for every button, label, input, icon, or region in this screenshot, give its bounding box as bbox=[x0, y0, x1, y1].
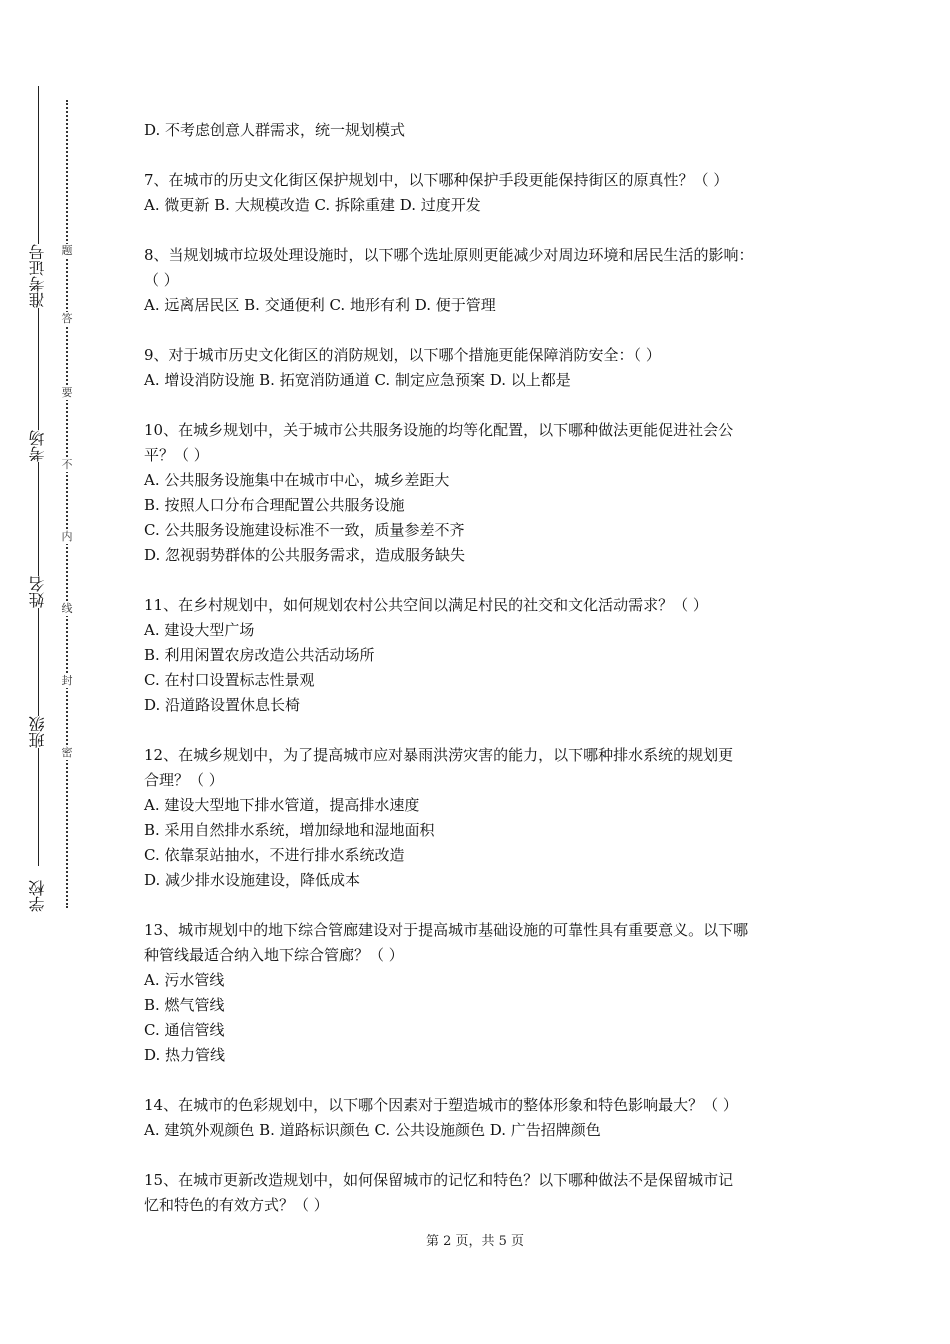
page-number: 第 2 页，共 5 页 bbox=[425, 1234, 525, 1249]
seal-char: 线 bbox=[58, 602, 76, 616]
binding-solid-line bbox=[38, 86, 39, 866]
option-a: A. 建设大型广场 bbox=[144, 621, 255, 639]
option-c: C. 依靠泵站抽水，不进行排水系统改造 bbox=[144, 846, 405, 864]
option-b: B. 利用闲置农房改造公共活动场所 bbox=[144, 646, 375, 664]
question-13 bbox=[144, 918, 820, 1068]
seal-char: 不 bbox=[58, 458, 76, 472]
question-stem: 9、对于城市历史文化街区的消防规划，以下哪个措施更能保障消防安全：（ ） bbox=[144, 346, 661, 364]
question-stem: 忆和特色的有效方式？（ ） bbox=[144, 1196, 329, 1214]
option-d: D. 忽视弱势群体的公共服务需求，造成服务缺失 bbox=[144, 546, 466, 564]
question-content bbox=[144, 118, 820, 1218]
option-c: C. 在村口设置标志性景观 bbox=[144, 671, 315, 689]
option-c: C. 通信管线 bbox=[144, 1021, 225, 1039]
question-stem: 13、城市规划中的地下综合管廊建设对于提高城市基础设施的可靠性具有重要意义。以下哪 bbox=[144, 921, 749, 939]
seal-char: 答 bbox=[58, 312, 76, 326]
question-10 bbox=[144, 418, 820, 568]
option-b: B. 按照人口分布合理配置公共服务设施 bbox=[144, 496, 405, 514]
question-stem: 种管线最适合纳入地下综合管廊？（ ） bbox=[144, 946, 404, 964]
question-7 bbox=[144, 168, 820, 218]
option-d: D. 沿道路设置休息长椅 bbox=[144, 696, 301, 714]
question-stem: 10、在城乡规划中，关于城市公共服务设施的均等化配置，以下哪种做法更能促进社会公 bbox=[144, 421, 734, 439]
option-a: A. 污水管线 bbox=[144, 971, 225, 989]
seal-dotted-line bbox=[66, 100, 68, 908]
name-label: 姓名 bbox=[20, 576, 56, 608]
question-14 bbox=[144, 1093, 820, 1143]
question-stem: 8、当规划城市垃圾处理设施时，以下哪个选址原则更能减少对周边环境和居民生活的影响： bbox=[144, 246, 754, 264]
question-stem: 12、在城乡规划中，为了提高城市应对暴雨洪涝灾害的能力，以下哪种排水系统的规划更 bbox=[144, 746, 734, 764]
question-8 bbox=[144, 243, 820, 318]
class-label: 班级 bbox=[20, 716, 56, 748]
question-options: A. 增设消防设施 B. 拓宽消防通道 C. 制定应急预案 D. 以上都是 bbox=[144, 371, 571, 389]
previous-option: D. 不考虑创意人群需求，统一规划模式 bbox=[144, 121, 406, 139]
seal-char: 要 bbox=[58, 386, 76, 400]
school-label: 学校 bbox=[20, 880, 56, 912]
question-12 bbox=[144, 743, 820, 893]
question-15 bbox=[144, 1168, 820, 1218]
exam-room-label: 考场 bbox=[20, 430, 56, 462]
question-options: A. 建筑外观颜色 B. 道路标识颜色 C. 公共设施颜色 D. 广告招牌颜色 bbox=[144, 1121, 601, 1139]
option-d: D. 减少排水设施建设，降低成本 bbox=[144, 871, 361, 889]
option-b: B. 采用自然排水系统，增加绿地和湿地面积 bbox=[144, 821, 435, 839]
exam-id-label: 准考证号 bbox=[20, 244, 56, 308]
question-stem: 合理？（ ） bbox=[144, 771, 224, 789]
question-stem: 14、在城市的色彩规划中，以下哪个因素对于塑造城市的整体形象和特色影响最大？（ ） bbox=[144, 1096, 738, 1114]
question-stem: 7、在城市的历史文化街区保护规划中，以下哪种保护手段更能保持街区的原真性？（ ） bbox=[144, 171, 729, 189]
question-9 bbox=[144, 343, 820, 393]
option-a: A. 建设大型地下排水管道，提高排水速度 bbox=[144, 796, 420, 814]
option-a: A. 公共服务设施集中在城市中心，城乡差距大 bbox=[144, 471, 450, 489]
binding-margin bbox=[0, 0, 110, 1344]
seal-char: 内 bbox=[58, 530, 76, 544]
question-options: A. 微更新 B. 大规模改造 C. 拆除重建 D. 过度开发 bbox=[144, 196, 481, 214]
seal-char: 密 bbox=[58, 746, 76, 760]
option-d: D. 热力管线 bbox=[144, 1046, 226, 1064]
seal-char: 封 bbox=[58, 674, 76, 688]
option-c: C. 公共服务设施建设标准不一致，质量参差不齐 bbox=[144, 521, 465, 539]
question-options: A. 远离居民区 B. 交通便利 C. 地形有利 D. 便于管理 bbox=[144, 296, 496, 314]
question-stem: 11、在乡村规划中，如何规划农村公共空间以满足村民的社交和文化活动需求？（ ） bbox=[144, 596, 708, 614]
question-stem: （ ） bbox=[144, 271, 179, 289]
question-11 bbox=[144, 593, 820, 718]
option-b: B. 燃气管线 bbox=[144, 996, 225, 1014]
question-stem: 平？（ ） bbox=[144, 446, 209, 464]
seal-char: 题 bbox=[58, 244, 76, 258]
question-stem: 15、在城市更新改造规划中，如何保留城市的记忆和特色？以下哪种做法不是保留城市记 bbox=[144, 1171, 734, 1189]
